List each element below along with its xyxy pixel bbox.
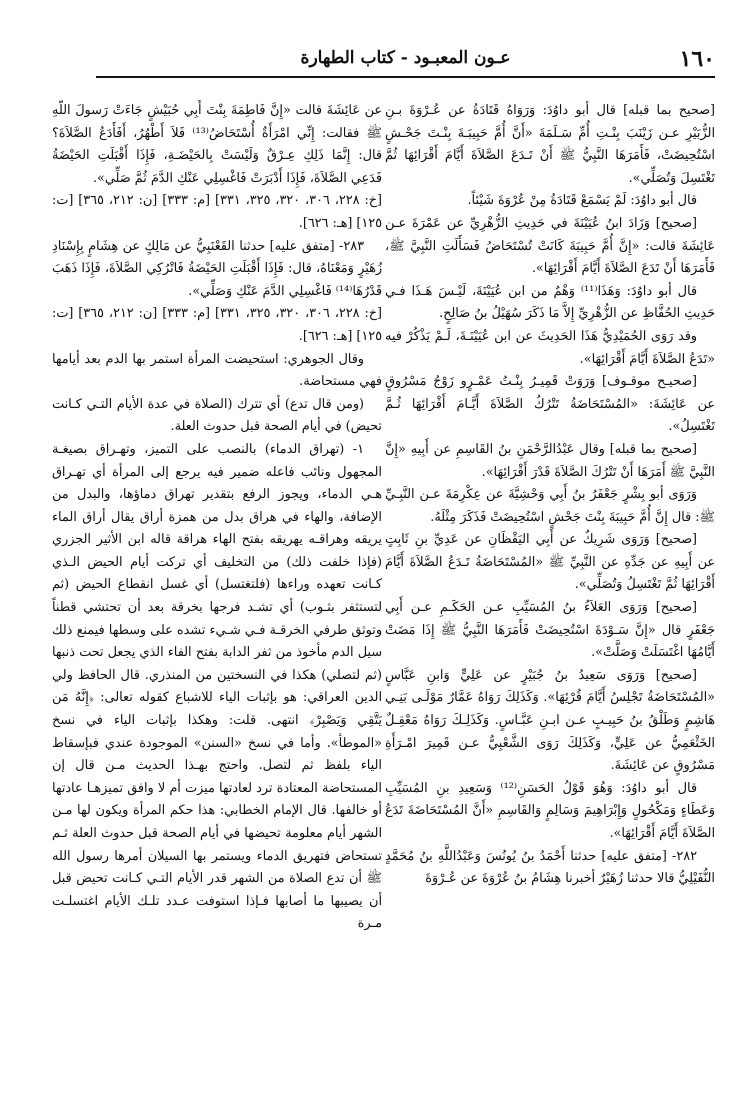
right-column-paragraph: وَرَوَى أبو بِشْرٍ جَعْفَرُ بنُ أَبِي وَحْشِيَّةَ عن عِكْرِمَةَ عـن النَّبِـيِّ ﷺ: قال إِنَّ أُمَّ حَبِيبَةَ بِنْتَ جَحْشٍ اسْتُحِيضَتْ فَذَكَرَ مِثْلَهُ. [385,487,715,525]
right-column-paragraph: [صحيـح موقـوف] وَرَوَتْ قَمِيـرُ بِنْـتُ عَمْـرٍو زَوْجُ مَسْرُوقٍ عن عَائِشَةَ: «المُسْتَحَاضَةُ تَتْرُكُ الصَّلاَةَ أَيَّـامَ أَقْرَائِهَا ثُـمَّ تَغْتَسِلُ». [385,374,715,435]
page-header [96,42,715,78]
left-column-paragraph: [خ: ٢٢٨، ٣٠٦، ٣٢٠، ٣٢٥، ٣٣١] [م: ٣٣٣] [ن: ٢١٢، ٣٦٥] [ت: ١٢٥] [هـ: ٦٢٦]. [52,306,382,344]
right-column-paragraph: [صحيح] وَرَوَى شَرِيكٌ عن أَبِي اليَقْظَانِ عن عَدِيِّ بنِ ثَابِتٍ عن أَبِيهِ عن جَدِّهِ عن النَّبِيِّ ﷺ «المُسْتَحَاضَةُ تَـدَعُ الصَّلاَةَ أَيَّامَ أَقْرَائِهَا ثُمَّ تَغْتَسِلُ وَتُصَلِّي». [385,532,715,593]
left-column-paragraph: [خ: ٢٢٨، ٣٠٦، ٣٢٠، ٣٢٥، ٣٣١] [م: ٣٣٣] [ن: ٢١٢، ٣٦٥] [ت: ١٢٥] [هـ: ٦٢٦]. [52,193,382,231]
right-column-paragraph: قال أبو داوُدَ: وَهَذَا⁽¹¹⁾ وَهْمٌ من ابن عُيَيْنَةَ، لَيْـسَ هَـذَا فـي حَدِيثِ الحُفَّاظِ عن الزُّهْرِيِّ إِلاَّ مَا ذَكَرَ سُهَيْلُ بنُ صَالِحٍ. [385,283,715,322]
right-column-paragraph: [صحيح بما قبله] وقال عَبْدُالرَّحْمَنِ بنُ القَاسِمِ عن أَبِيهِ «إِنَّ النَّبِيَّ ﷺ أَمَرَهَا أَنْ تَتْرُكَ الصَّلاَةَ قَدْرَ أَقْرَائِهَا». [385,441,715,480]
right-column-paragraph: قال أبو داوُدَ: وَهُوَ قَوْلُ الحَسَنِ⁽¹²⁾ وَسَعِيدِ بنِ المُسَيِّبِ وَعَطَاءٍ وَمَكْحُولٍ وَإِبْرَاهِيمَ وَسَالِمٍ وَالقَاسِمِ «أَنَّ المُسْتَحَاضَةَ تَدَعُ الصَّلاَةَ أَيَّامَ أَقْرَائِهَا». [385,780,715,841]
left-column-paragraph: ١- (تهراق الدماء) بالنصب على التميز، وتهـراق بصيغـة المجهول ونائب فاعله ضمير فيه يرجع إلى المرأة أي تهـراق هـي الدماء، ويجوز الرفع بتقدير تهراق دماؤها، والبدل من الإضافة، والهاء في هراق بدل من همزة أراق يقال أراق الماء يريقه وهراقـه يهريقه بفتح الهاء هراقة قاله ابن الأثير الجزري (فإذا خلفت ذلك) من التخليف أي تركت أيام الحيض الـذي كـانت تعهده وراءها (فلتغتسل) أي غسل انقطاع الحيض (ثم لتستثفر بثـوب) أي تشـد فرجها بخرقة بعد أن تحتشي قطناً وتوثق طرفي الخرقـة فـي شـيء تشده على وسطها فيمنع ذلك سيل الدم مأخوذ من ثفر الدابة بفتح الفاء الذي يجعل تحت ذنبها (ثم لتصلي) هكذا في النسختين من المنذري. قال الحافظ ولي الدين العراقي: هو بإثبات الياء للاشباع كقوله تعالى: ﴿إِنَّهُ مَن يَتَّقِي وَيَصْبِرْ﴾ انتهى. قلت: وهكذا بإثبات الياء في نسخ «الموطأ». وأما في نسخ «السنن» الموجودة عندي فبإسقاط الياء بلفظ ثم لتصل. واحتج بهـذا الحديث مـن قال إن المستحاضة المعتادة ترد لعادتها ميزت أم لا وافق تميزهـا عادتها أو خالفها. قال الإمام الخطابي: هذا حكم المرأة ويكون لها مـن الشهر أيام معلومة تحيضها في أيام الصحة قبل حدوث العلة ثـم تستحاض فتهريق الدماء ويستمر بها السيلان أمرها رسول الله ﷺ أن تدع الصلاة من الشهر قدر الأيام التـي كـانت تحيض قبل أن يصيبها ما أصابها فـإذا استوفت عـدد تلـك الأيام اغتسلـت مـرة [52,441,382,932]
left-column-paragraph: عن عَائِشَةَ قالت «إِنَّ فَاطِمَةَ بِنْتَ أَبِي حُبَيْشٍ جَاءَتْ رَسولَ اللَّهِ ﷺ فقالت: إِنِّي امْرَأَةٌ أُسْتَحَاضُ⁽¹³⁾ فَلاَ أَطْهُرُ، أَفَأَدَعُ الصَّلاَةَ؟ قال: إِنَّمَا ذَلِكِ عِـرْقٌ وَلَيْسَتْ بِالحَيْضَـةِ، فَإِذَا أَقْبَلَتِ الحَيْضَةُ فَدَعِي الصَّلاَةَ، فَإِذَا أَدْبَرَتْ فَاغْسِلِي عَنْكِ الدَّمَ ثُمَّ صَلِّي». [52,103,382,186]
left-column-paragraph: ٢٨٣- [متفق عليه] حدثنا القَعْنَبِيُّ عن مَالِكٍ عن هِشَامٍ بِإِسْنَادِ زُهَيْرٍ وَمَعْنَاهُ، قال: فَإِذَا أَقْبَلَتِ الحَيْضَةُ فَاتْرُكِي الصَّلاَةَ، فَإِذَا ذَهَبَ قَدْرُهَا⁽¹⁴⁾ فَاغْسِلِي الدَّمَ عَنْكِ وَصَلِّي». [52,238,382,299]
right-column-paragraph: [صحيح بما قبله] قال أبو داوُدَ: وَرَوَاهُ قَتَادَةُ عن عُـرْوَةَ بـنِ الزُّبَيْرِ عـن زَيْنَبَ بِنْـتِ أُمِّ سَـلَمَةَ «أَنَّ أُمَّ حَبِيبَـةَ بِنْـتَ جَحْـشٍ اسْتُحِيضَتْ، فَأَمَرَهَا النَّبِيُّ ﷺ أَنْ تَـدَعَ الصَّلاَةَ أَيَّامَ أَقْرَائِهَا ثُمَّ تَغْتَسِلَ وَتُصَلِّي». [385,103,715,186]
right-column-paragraph: [صحيح] وَرَوَى العَلاَءُ بنُ المُسَيِّبِ عـن الحَكَـمِ عـن أَبِي جَعْفَرٍ قال «إِنَّ سَـوْدَةَ اسْتُحِيضَتْ فَأَمَرَهَا النَّبِيُّ ﷺ إِذَا مَضَتْ أَيَّامُهَا اغْتَسَلَتْ وَصَلَّتْ». [385,600,715,661]
right-column-paragraph: [صحيح] وَرَوَى سَعِيدُ بنُ جُبَيْرٍ عن عَلِيٍّ وَابنِ عَبَّاسٍ «المُسْتَحَاضَةُ تَجْلِسُ أَيَّامَ قُرْئِهَا». وَكَذَلِكَ رَوَاهُ عَمَّارٌ مَوْلَـى بَنِـي هَاشِمٍ وَطَلْقُ بنُ حَبِيـبٍ عـن ابـنِ عَبَّـاسٍ. وَكَذَلِـكَ رَوَاهُ مَعْقِـلٌ الخَثْعَمِيُّ عن عَلِيٍّ، وَكَذَلِكَ رَوَى الشَّعْبِيُّ عـن قَمِيرَ امْـرَأَةِ مَسْرُوقٍ عن عَائِشَةَ. [385,667,715,774]
page-number: ١٦٠ [679,46,715,72]
right-column-paragraph: وقد رَوَى الحُمَيْدِيُّ هَذَا الحَدِيثَ عن ابن عُيَيْنَـةَ، لَـمْ يَذْكُرْ فيه «تَدَعُ الصَّلاَةَ أَيَّامَ أَقْرَائِهَا». [385,328,715,367]
right-column-paragraph: [صحيح] وَزَادَ ابنُ عُيَيْنَةَ في حَدِيثِ الزُّهْرِيِّ عن عَمْرَةَ عـن عَائِشَةَ قالت: «إِنَّ أُمَّ حَبِيبَةَ كَانَتْ تُسْتَحَاضُ فَسَأَلَتِ النَّبِيَّ ﷺ، فَأَمَرَهَا أَنْ تَدَعَ الصَّلاَةَ أَيَّامَ أَقْرَائِهَا». [385,215,715,277]
right-column-paragraph: ٢٨٢- [متفق عليه] حدثنا أَحْمَدُ بنُ يُونُسَ وَعَبْدُاللَّهِ بنُ مُحَمَّدٍ النُّفَيْلِيُّ قالا حدثنا زُهَيْرٌ أخبرنا هِشَامُ بنُ عُرْوَةَ عن عُـرْوَةَ [385,848,715,887]
left-column-paragraph: (ومن قال تدع) أي تترك (الصلاة في عدة الأيام التـي كـانت تحيض) في أيام الصحة قبل حدوث العلة. [52,396,382,435]
left-column-paragraph: وقال الجوهري: استحيضت المرأة استمر بها الدم بعد أيامها فهي مستحاضة. [52,351,382,390]
running-title: عـون المعبـود - كتاب الطهارة [300,48,511,68]
right-column-paragraph: قال أبو داوُدَ: لَمْ يَسْمَعْ قَتَادَةُ مِنْ عُرْوَةَ شَيْئاً. [467,193,697,209]
right-text-column [385,100,715,1094]
left-text-column [52,100,382,1094]
